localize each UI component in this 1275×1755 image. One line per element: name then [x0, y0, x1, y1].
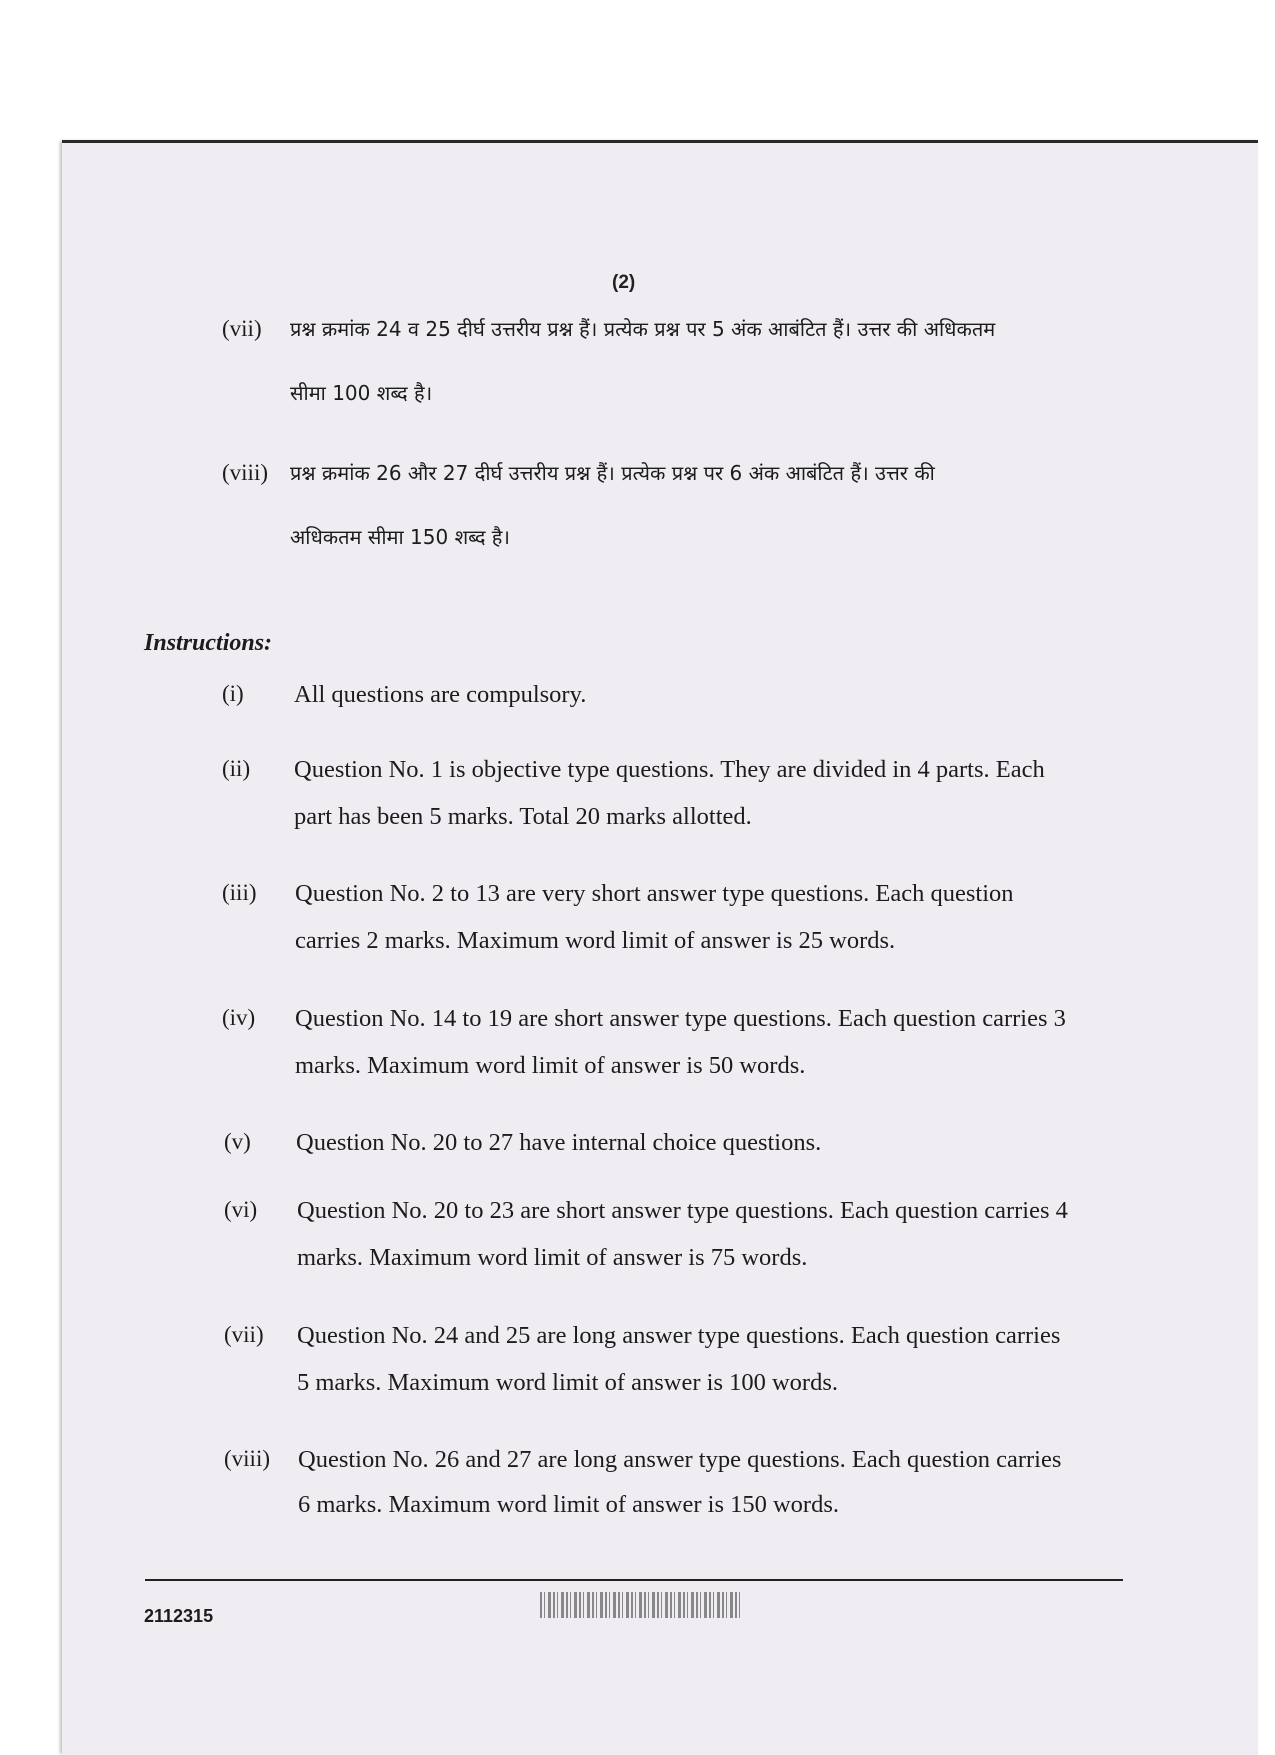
instruction-text-line: Question No. 2 to 13 are very short answer type questions. Each question — [295, 880, 1014, 907]
instructions-heading: Instructions: — [144, 630, 273, 656]
sheet-top-edge — [62, 140, 1258, 143]
item-number: (iii) — [222, 880, 257, 905]
instruction-text-line: 6 marks. Maximum word limit of answer is 150 words. — [298, 1491, 839, 1518]
hindi-text-line: प्रश्न क्रमांक 24 व 25 दीर्घ उत्तरीय प्रश्न हैं। प्रत्येक प्रश्न पर 5 अंक आबंटित हैं। उत्तर की अधिकतम — [290, 317, 996, 341]
barcode-graphic — [540, 1592, 740, 1618]
item-number: (v) — [224, 1129, 251, 1154]
instruction-text-line: Question No. 14 to 19 are short answer type questions. Each question carries 3 — [295, 1005, 1066, 1032]
hindi-text-line: अधिकतम सीमा 150 शब्द है। — [290, 525, 511, 549]
instruction-text-line: Question No. 26 and 27 are long answer type questions. Each question carries — [298, 1446, 1062, 1473]
item-number: (vii) — [222, 316, 262, 341]
instruction-text-line: carries 2 marks. Maximum word limit of answer is 25 words. — [295, 927, 896, 954]
item-number: (viii) — [224, 1446, 270, 1471]
hindi-text-line: प्रश्न क्रमांक 26 और 27 दीर्घ उत्तरीय प्रश्न हैं। प्रत्येक प्रश्न पर 6 अंक आबंटित हैं। उत्तर की — [290, 461, 935, 485]
instruction-text-line: Question No. 1 is objective type questions. They are divided in 4 parts. Each — [294, 756, 1045, 783]
hindi-text-line: सीमा 100 शब्द है। — [290, 381, 433, 405]
item-number: (vii) — [224, 1322, 264, 1347]
instruction-text-line: Question No. 24 and 25 are long answer type questions. Each question carries — [297, 1322, 1061, 1349]
footer-rule — [145, 1579, 1123, 1581]
instruction-text-line: Question No. 20 to 23 are short answer type questions. Each question carries 4 — [297, 1197, 1068, 1224]
footer-code: 2112315 — [144, 1606, 214, 1626]
page-number: (2) — [612, 272, 636, 293]
instruction-text-line: part has been 5 marks. Total 20 marks allotted. — [294, 803, 752, 830]
instruction-text-line: marks. Maximum word limit of answer is 75 words. — [297, 1244, 808, 1271]
item-number: (viii) — [222, 460, 268, 485]
item-number: (i) — [222, 681, 244, 706]
item-number: (ii) — [222, 756, 251, 781]
item-number: (iv) — [222, 1005, 256, 1030]
instruction-text-line: 5 marks. Maximum word limit of answer is 100 words. — [297, 1369, 838, 1396]
instruction-text-line: Question No. 20 to 27 have internal choice questions. — [296, 1129, 822, 1156]
instruction-text-line: marks. Maximum word limit of answer is 50 words. — [295, 1052, 806, 1079]
instruction-text-line: All questions are compulsory. — [294, 681, 587, 708]
item-number: (vi) — [224, 1197, 258, 1222]
